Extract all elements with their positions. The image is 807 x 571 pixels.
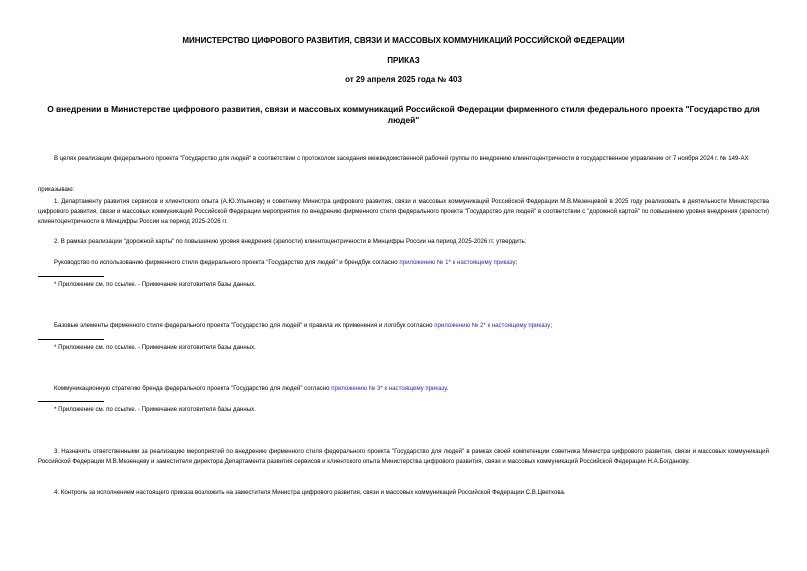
- approve-item-3-end: .: [446, 385, 449, 392]
- ministry-heading: МИНИСТЕРСТВО ЦИФРОВОГО РАЗВИТИЯ, СВЯЗИ И МАССОВЫХ КОММУНИКАЦИЙ РОССИЙСКОЙ ФЕДЕРАЦИИ: [182, 36, 625, 45]
- document-type: ПРИКАЗ: [387, 56, 420, 65]
- footnote-1: * Приложение см. по ссылке. - Примечание изготовителя базы данных.: [54, 281, 256, 288]
- date-number: от 29 апреля 2025 года № 403: [345, 75, 462, 84]
- item-4: 4. Контроль за исполнением настоящего приказа возложить на заместителя Министра цифрового развития, связи и массовых коммуникаций Российской Федерации С.В.Цветкова.: [54, 489, 566, 496]
- footnote-2: * Приложение см. по ссылке. - Примечание изготовителя базы данных.: [54, 344, 256, 351]
- appendix-3-link[interactable]: приложению № 3* к настоящему приказу: [331, 385, 447, 392]
- approve-item-1-text: Руководство по использованию фирменного стиля федерального проекта "Государство для людей" и брендбук согласно: [54, 259, 400, 266]
- document-title: О внедрении в Министерстве цифрового развития, связи и массовых коммуникаций Российской Федерации фирменного стиля федерального проекта "Государство для людей": [47, 104, 760, 125]
- order-word: приказываю:: [38, 186, 75, 193]
- footnote-3: * Приложение см. по ссылке. - Примечание изготовителя базы данных.: [54, 406, 256, 413]
- approve-item-2-end: ;: [550, 322, 553, 329]
- item-1: 1. Департаменту развития сервисов и клиентского опыта (А.Ю.Ульянову) и советнику Министра цифрового развития, связи и массовых коммуникаций Российской Федерации М.В.Мезенцевой в 2025 году реализовать в деятельности Министерства цифрового развития, связи и массовых коммуникаций Российской Федерации мероприятия по внедрению фирменного стиля федерального проекта "Государство для людей" в соответствии с "дорожной картой" по повышению уровня внедрения (зрелости) клиентоцентричности в Минцифры России на период 2025-2026 гг.: [38, 198, 769, 225]
- approve-item-1-end: ;: [515, 259, 518, 266]
- approve-item-2: [38, 321, 769, 331]
- footnote-divider: [38, 339, 104, 340]
- appendix-1-link[interactable]: приложению № 1* к настоящему приказу: [399, 259, 516, 266]
- item-2: 2. В рамках реализации "дорожной карты" по повышению уровня внедрения (зрелости) клиентоцентричности в Минцифры России на период 2025-2026 гг. утвердить:: [54, 238, 527, 245]
- footnote-divider: [38, 401, 104, 402]
- approve-item-1: [38, 258, 769, 268]
- appendix-2-link[interactable]: приложению № 2* к настоящему приказу: [434, 322, 551, 329]
- footnote-divider: [38, 276, 104, 277]
- approve-item-3-text: Коммуникационную стратегию бренда федерального проекта "Государство для людей" согласно: [54, 385, 332, 392]
- item-3: 3. Назначить ответственными за реализацию мероприятий по внедрению фирменного стиля федерального проекта "Государство для людей" в рамках своей компетенции советника Министра цифрового развития, связи и массовых коммуникаций Российской Федерации М.В.Мезенцеву и заместителя директора Департамента развития сервисов и клиентского опыта Министерства цифрового развития, связи и массовых коммуникаций Российской Федерации Н.А.Богданову.: [38, 448, 769, 465]
- approve-item-2-text: Базовые элементы фирменного стиля федерального проекта "Государство для людей" и правила их применения и логобук согласно: [54, 322, 435, 329]
- approve-item-3: [38, 384, 769, 394]
- preamble: В целях реализации федерального проекта "Государство для людей" в соответствии с протоколом заседания межведомственной рабочей группы по внедрению клиентоцентричности в государственное управление от 7 ноября 2024 г. № 149-АХ: [54, 155, 749, 162]
